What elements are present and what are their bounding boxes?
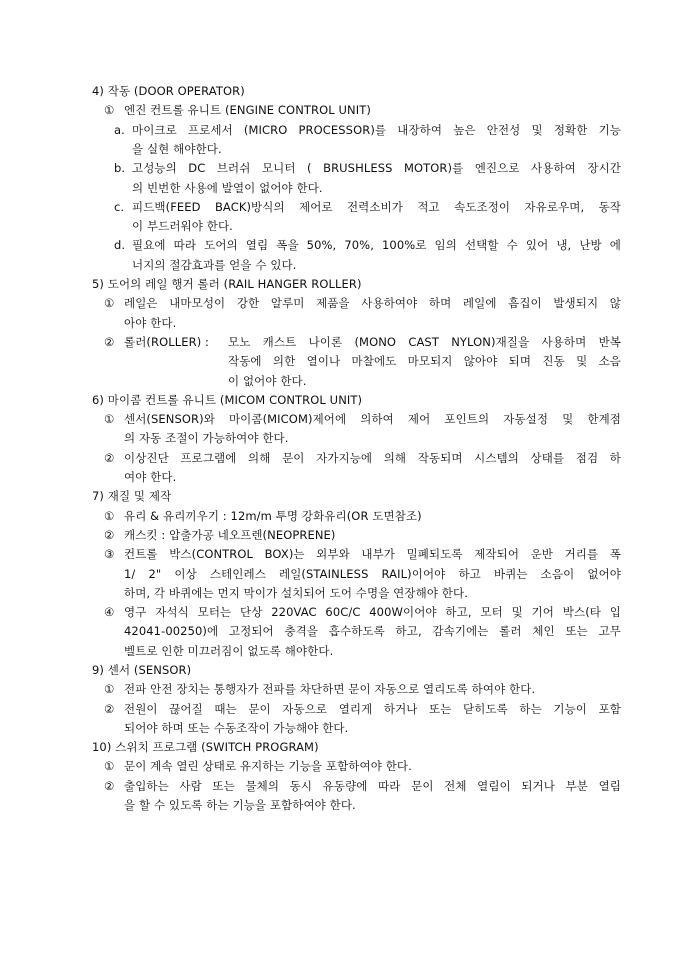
section-heading: 6) 마이콤 컨트롤 유니트 (MICOM CONTROL UNIT) <box>92 393 363 407</box>
item-marker: ② <box>104 451 115 465</box>
item-text-line: 영구 자석식 모터는 단상 220VAC 60C/C 400W이어야 하고, 모터 및 기어 박스(타 입 <box>124 605 621 619</box>
subitem-text-line: 고성능의 DC 브러쉬 모니터 ( BRUSHLESS MOTOR)를 엔진으로 사용하여 장시간 <box>132 161 621 175</box>
item-text-line: 컨트롤 박스(CONTROL BOX)는 외부와 내부가 밀폐되도록 제작되어 운반 거리를 폭 <box>124 547 621 561</box>
item-marker: d. <box>114 238 126 252</box>
subitem-text-line: 필요에 따라 도어의 열림 폭을 50%, 70%, 100%로 임의 선택할 수 있어 냉, 난방 에 <box>132 238 621 252</box>
item-marker: ① <box>104 103 115 117</box>
item-text-line: 작동에 의한 열이나 마찰에도 마모되지 않아야 되며 진동 및 소음 <box>228 354 621 368</box>
subitem-text-line: 을 실현 해야한다. <box>132 142 222 156</box>
subitem-text-line: 너지의 절감효과를 얻을 수 있다. <box>132 258 297 272</box>
item-label: 롤러(ROLLER) : <box>124 335 210 349</box>
item-text-line: 이상진단 프로그램에 의해 문이 자가지능에 의해 작동되며 시스템의 상태를 점검 하 <box>124 451 621 465</box>
item-text-line: 캐스킷 : 압출가공 네오프렌(NEOPRENE) <box>124 528 336 542</box>
item-text-line: 센서(SENSOR)와 마이콤(MICOM)제어에 의하여 제어 포인트의 자동설정 및 한계점 <box>124 412 621 426</box>
item-text-line: 유리 & 유리끼우기 : 12m/m 투명 강화유리(OR 도면참조) <box>124 509 422 523</box>
item-marker: ② <box>104 335 115 349</box>
item-text-line: 을 할 수 있도록 하는 기능을 포함하여야 한다. <box>124 798 356 812</box>
item-text-line: 출입하는 사람 또는 물체의 동시 유동량에 따라 문이 전체 열림이 되거나 부분 열림 <box>124 779 621 793</box>
item-marker: ① <box>104 759 115 773</box>
item-text-line: 벨트로 인한 미끄러짐이 없도록 해야한다. <box>124 644 334 658</box>
item-text-line: 아야 한다. <box>124 316 177 330</box>
item-marker: a. <box>114 123 125 137</box>
section-heading: 9) 센서 (SENSOR) <box>92 663 192 677</box>
section-heading: 4) 작동 (DOOR OPERATOR) <box>92 84 245 98</box>
section-heading: 5) 도어의 레일 행거 롤러 (RAIL HANGER ROLLER) <box>92 277 362 291</box>
item-text-line: 모노 캐스트 나이론 (MONO CAST NYLON)재질을 사용하며 반복 <box>228 335 621 349</box>
subitem-text-line: 이 부드러워야 한다. <box>132 219 233 233</box>
item-marker: ② <box>104 702 115 716</box>
subitem-text-line: 피드백(FEED BACK)방식의 제어로 전력소비가 적고 속도조정이 자유로우며, 동작 <box>132 200 621 214</box>
subitem-text-line: 의 빈번한 사용에 발열이 없어야 한다. <box>132 181 323 195</box>
section-heading: 10) 스위치 프로그램 (SWITCH PROGRAM) <box>92 740 319 754</box>
item-marker: ① <box>104 682 115 696</box>
item-marker: ① <box>104 509 115 523</box>
item-text-line: 되어야 하며 또는 수동조작이 가능해야 한다. <box>124 721 349 735</box>
item-text-line: 의 자동 조절이 가능하여야 한다. <box>124 431 289 445</box>
item-text-line: 1/ 2" 이상 스테인레스 레일(STAINLESS RAIL)이어야 하고 바퀴는 소음이 없어야 <box>124 567 621 581</box>
item-text-line: 전파 안전 장치는 통행자가 전파를 차단하면 문이 자동으로 열리도록 하여야 한다. <box>124 682 536 696</box>
item-marker: ④ <box>104 605 115 619</box>
item-marker: ② <box>104 779 115 793</box>
item-marker: ② <box>104 528 115 542</box>
item-text-line: 하며, 각 바퀴에는 먼지 막이가 설치되어 도어 수명을 연장해야 한다. <box>124 586 468 600</box>
item-marker: ① <box>104 412 115 426</box>
item-text-line: 엔진 컨트롤 유니트 (ENGINE CONTROL UNIT) <box>124 103 371 117</box>
item-marker: ① <box>104 296 115 310</box>
item-text-line: 42041-00250)에 고정되어 충격을 흡수하도록 하고, 감속기에는 롤러 체인 또는 고무 <box>124 624 621 638</box>
item-text-line: 전원이 끊어질 때는 문이 자동으로 열리게 하거나 또는 닫히도록 하는 기능이 포함 <box>124 702 621 716</box>
item-marker: b. <box>114 161 126 175</box>
item-marker: ③ <box>104 547 115 561</box>
item-text-line: 이 없어야 한다. <box>228 374 307 388</box>
item-text-line: 문이 계속 열린 상태로 유지하는 기능을 포함하여야 한다. <box>124 759 412 773</box>
section-heading: 7) 재질 및 제작 <box>92 489 172 503</box>
item-marker: c. <box>114 200 125 214</box>
subitem-text-line: 마이크로 프로세서 (MICRO PROCESSOR)를 내장하여 높은 안전성 및 정확한 기능 <box>132 123 621 137</box>
item-text-line: 여야 한다. <box>124 470 177 484</box>
item-text-line: 레일은 내마모성이 강한 알루미 제품을 사용하여야 하며 레일에 흠집이 발생되지 않 <box>124 296 621 310</box>
